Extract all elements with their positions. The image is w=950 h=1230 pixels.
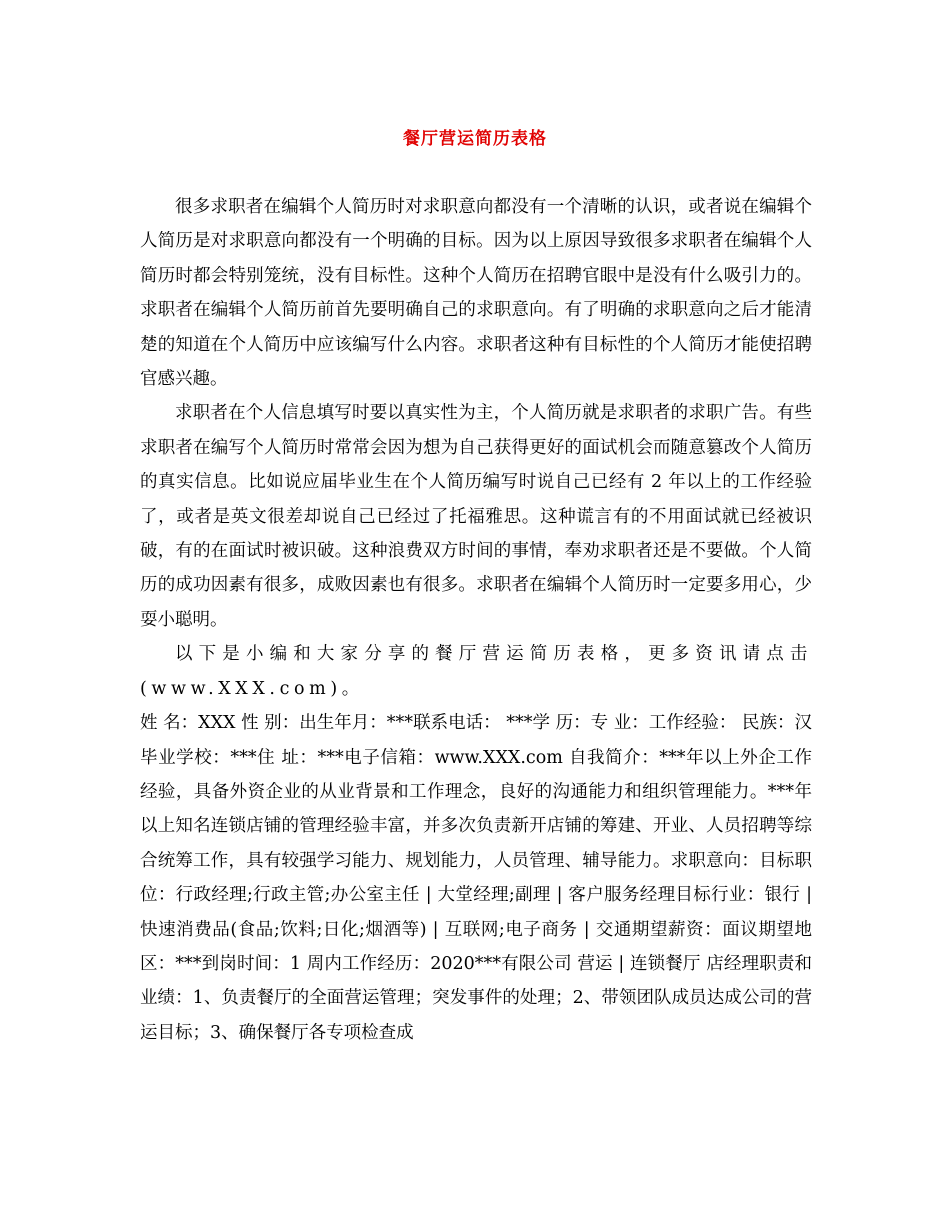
paragraph-share-link: 以下是小编和大家分享的餐厅营运简历表格，更多资讯请点击(www.XXX.com)。 (140, 644, 812, 699)
paragraph-intro: 很多求职者在编辑个人简历时对求职意向都没有一个清晰的认识，或者说在编辑个人简历是对求职意向都没有一个明确的目标。因为以上原因导致很多求职者在编辑个人简历时都会特别笼统，没有目标性。这种个人简历在招聘官眼中是没有什么吸引力的。求职者在编辑个人简历前首先要明确自己的求职意向。有了明确的求职意向之后才能清楚的知道在个人简历中应该编写什么内容。求职者这种有目标性的个人简历才能使招聘官感兴趣。 (140, 197, 812, 390)
paragraph-honesty: 求职者在个人信息填写时要以真实性为主，个人简历就是求职者的求职广告。有些求职者在编写个人简历时常常会因为想为自己获得更好的面试机会而随意篡改个人简历的真实信息。比如说应届毕业生在个人简历编写时说自己已经有 2 年以上的工作经验了，或者是英文很差却说自己已经过了托福雅思。这种谎言有的不用面试就已经被识破，有的在面试时被识破。这种浪费双方时间的事情，奉劝求职者还是不要做。个人简历的成功因素有很多，成败因素也有很多。求职者在编辑个人简历时一定要多用心，少耍小聪明。 (140, 403, 812, 630)
paragraph-resume-details: 姓 名：XXX 性 别：出生年月：***联系电话： ***学 历：专 业：工作经验： 民族：汉毕业学校：***住 址：***电子信箱：www.XXX.com 自我简介：***年以上外企工作经验，具备外资企业的从业背景和工作理念，良好的沟通能力和组织管理能力。***年以上知名连锁店铺的管理经验丰富，并多次负责新开店铺的筹建、开业、人员招聘等综合统筹工作，具有较强学习能力、规划能力，人员管理、辅导能力。求职意向：目标职位：行政经理;行政主管;办公室主任 | 大堂经理;副理 | 客户服务经理目标行业：银行 | 快速消费品(食品;饮料;日化;烟酒等) | 互联网;电子商务 | 交通期望薪资：面议期望地区：***到岗时间：1 周内工作经历：2020***有限公司 营运 | 连锁餐厅 店经理职责和业绩：1、负责餐厅的全面营运管理；突发事件的处理；2、带领团队成员达成公司的营运目标；3、确保餐厅各专项检查成 (140, 713, 812, 1043)
document-body (140, 190, 812, 1050)
document-title: 餐厅营运简历表格 (403, 129, 547, 149)
